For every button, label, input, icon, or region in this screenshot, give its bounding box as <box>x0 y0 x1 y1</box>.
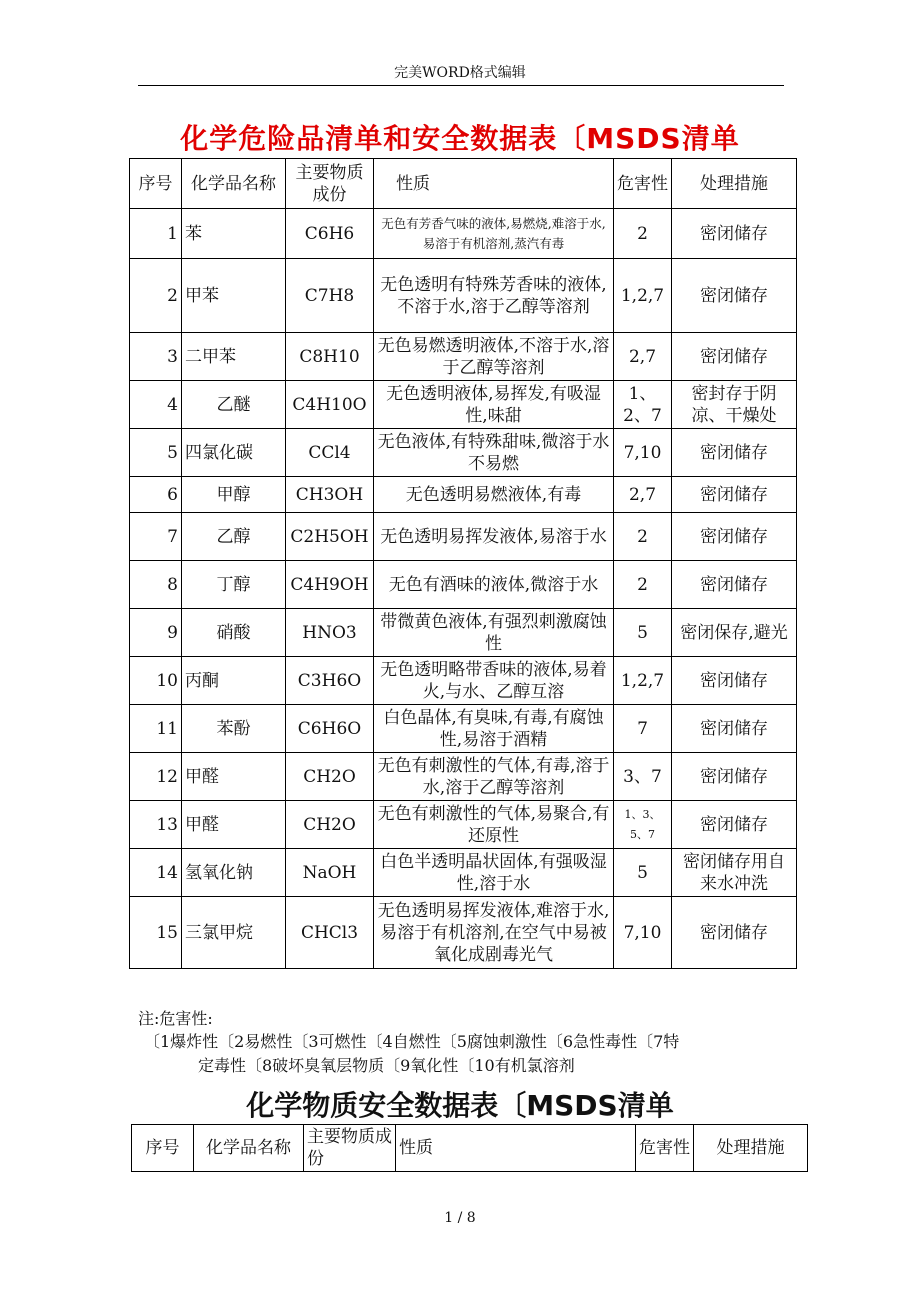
header-property: 性质 <box>374 159 614 209</box>
cell-seq: 6 <box>130 477 182 513</box>
table2-header-row <box>132 1125 808 1172</box>
cell-name: 甲醛 <box>182 753 286 801</box>
cell-component: CH2O <box>286 753 374 801</box>
cell-treatment: 密闭储存 <box>672 209 797 259</box>
cell-name: 乙醇 <box>182 513 286 561</box>
cell-name: 二甲苯 <box>182 333 286 381</box>
cell-component: CH3OH <box>286 477 374 513</box>
cell-treatment: 密闭储存 <box>672 705 797 753</box>
cell-name: 甲苯 <box>182 259 286 333</box>
table-row <box>130 429 797 477</box>
note-label: 注:危害性: <box>138 1009 213 1028</box>
table-row <box>130 259 797 333</box>
cell-seq: 2 <box>130 259 182 333</box>
header-treatment: 处理措施 <box>672 159 797 209</box>
table-row <box>130 333 797 381</box>
cell-hazard: 2,7 <box>614 333 672 381</box>
cell-hazard: 2 <box>614 209 672 259</box>
cell-property: 无色有刺激性的气体,有毒,溶于水,溶于乙醇等溶剂 <box>374 753 614 801</box>
cell-component: C7H8 <box>286 259 374 333</box>
note-line-2: 定毒性〔8破坏臭氧层物质〔9氧化性〔10有机氯溶剂 <box>198 1056 575 1075</box>
cell-seq: 8 <box>130 561 182 609</box>
table-row <box>130 801 797 849</box>
cell-component: HNO3 <box>286 609 374 657</box>
header-component: 主要物质成份 <box>304 1125 396 1172</box>
cell-component: C4H9OH <box>286 561 374 609</box>
cell-property: 无色有芳香气味的液体,易燃烧,难溶于水,易溶于有机溶剂,蒸汽有毒 <box>374 209 614 259</box>
cell-component: CCl4 <box>286 429 374 477</box>
header-rule <box>138 85 784 86</box>
cell-treatment: 密闭储存 <box>672 897 797 969</box>
cell-name: 三氯甲烷 <box>182 897 286 969</box>
cell-hazard: 7,10 <box>614 897 672 969</box>
cell-treatment: 密闭储存 <box>672 477 797 513</box>
page-header: 完美WORD格式编辑 <box>394 65 526 81</box>
cell-property: 无色透明有特殊芳香味的液体,不溶于水,溶于乙醇等溶剂 <box>374 259 614 333</box>
cell-treatment: 密闭储存 <box>672 333 797 381</box>
cell-treatment: 密闭保存,避光 <box>672 609 797 657</box>
cell-property: 白色晶体,有臭味,有毒,有腐蚀性,易溶于酒精 <box>374 705 614 753</box>
header-property: 性质 <box>396 1125 636 1172</box>
msds-table-2 <box>131 1124 808 1172</box>
cell-hazard: 7 <box>614 705 672 753</box>
header-hazard: 危害性 <box>614 159 672 209</box>
cell-treatment: 密封存于阴凉、干燥处 <box>672 381 797 429</box>
cell-name: 氢氧化钠 <box>182 849 286 897</box>
cell-name: 甲醇 <box>182 477 286 513</box>
note-text <box>144 1030 784 1078</box>
cell-treatment: 密闭储存 <box>672 801 797 849</box>
table-row <box>130 849 797 897</box>
cell-property: 无色透明略带香味的液体,易着火,与水、乙醇互溶 <box>374 657 614 705</box>
cell-seq: 12 <box>130 753 182 801</box>
cell-seq: 5 <box>130 429 182 477</box>
cell-seq: 13 <box>130 801 182 849</box>
cell-hazard: 1、2、7 <box>614 381 672 429</box>
msds-table <box>129 158 797 969</box>
cell-component: NaOH <box>286 849 374 897</box>
cell-name: 苯酚 <box>182 705 286 753</box>
cell-treatment: 密闭储存 <box>672 753 797 801</box>
cell-seq: 3 <box>130 333 182 381</box>
cell-hazard: 1、3、5、7 <box>614 801 672 849</box>
cell-treatment: 密闭储存 <box>672 259 797 333</box>
cell-name: 丙酮 <box>182 657 286 705</box>
cell-component: C6H6O <box>286 705 374 753</box>
cell-name: 甲醛 <box>182 801 286 849</box>
table-row <box>130 209 797 259</box>
cell-hazard: 1,2,7 <box>614 657 672 705</box>
cell-seq: 15 <box>130 897 182 969</box>
cell-hazard: 2,7 <box>614 477 672 513</box>
table-header-row <box>130 159 797 209</box>
header-seq: 序号 <box>130 159 182 209</box>
table-row <box>130 705 797 753</box>
table-row <box>130 477 797 513</box>
cell-property: 无色有酒味的液体,微溶于水 <box>374 561 614 609</box>
cell-treatment: 密闭储存 <box>672 561 797 609</box>
table-row <box>130 381 797 429</box>
cell-seq: 10 <box>130 657 182 705</box>
table-row <box>130 753 797 801</box>
cell-name: 丁醇 <box>182 561 286 609</box>
cell-hazard: 2 <box>614 513 672 561</box>
cell-property: 无色透明易燃液体,有毒 <box>374 477 614 513</box>
cell-property: 白色半透明晶状固体,有强吸湿性,溶于水 <box>374 849 614 897</box>
table-row <box>130 561 797 609</box>
cell-seq: 11 <box>130 705 182 753</box>
cell-hazard: 1,2,7 <box>614 259 672 333</box>
cell-seq: 1 <box>130 209 182 259</box>
cell-hazard: 7,10 <box>614 429 672 477</box>
table-row <box>130 609 797 657</box>
cell-hazard: 2 <box>614 561 672 609</box>
cell-name: 乙醚 <box>182 381 286 429</box>
cell-property: 无色液体,有特殊甜味,微溶于水不易燃 <box>374 429 614 477</box>
cell-property: 带微黄色液体,有强烈刺激腐蚀性 <box>374 609 614 657</box>
header-component: 主要物质成份 <box>286 159 374 209</box>
page-number: 1 / 8 <box>444 1210 476 1226</box>
cell-property: 无色透明易挥发液体,难溶于水,易溶于有机溶剂,在空气中易被氧化成剧毒光气 <box>374 897 614 969</box>
cell-treatment: 密闭储存 <box>672 657 797 705</box>
cell-component: C3H6O <box>286 657 374 705</box>
second-title: 化学物质安全数据表〔MSDS清单 <box>246 1089 674 1122</box>
cell-hazard: 5 <box>614 849 672 897</box>
header-name: 化学品名称 <box>194 1125 304 1172</box>
header-hazard: 危害性 <box>636 1125 694 1172</box>
cell-seq: 7 <box>130 513 182 561</box>
cell-name: 硝酸 <box>182 609 286 657</box>
cell-component: C2H5OH <box>286 513 374 561</box>
cell-property: 无色易燃透明液体,不溶于水,溶于乙醇等溶剂 <box>374 333 614 381</box>
cell-hazard: 5 <box>614 609 672 657</box>
cell-component: C8H10 <box>286 333 374 381</box>
cell-hazard: 3、7 <box>614 753 672 801</box>
cell-treatment: 密闭储存 <box>672 513 797 561</box>
cell-component: C4H10O <box>286 381 374 429</box>
cell-property: 无色透明液体,易挥发,有吸湿性,味甜 <box>374 381 614 429</box>
cell-component: CHCl3 <box>286 897 374 969</box>
table-row <box>130 513 797 561</box>
table-row <box>130 657 797 705</box>
cell-treatment: 密闭储存用自来水冲洗 <box>672 849 797 897</box>
cell-treatment: 密闭储存 <box>672 429 797 477</box>
note-line-1: 〔1爆炸性〔2易燃性〔3可燃性〔4自燃性〔5腐蚀刺激性〔6急性毒性〔7特 <box>144 1032 680 1051</box>
cell-component: C6H6 <box>286 209 374 259</box>
cell-seq: 4 <box>130 381 182 429</box>
header-name: 化学品名称 <box>182 159 286 209</box>
cell-seq: 9 <box>130 609 182 657</box>
cell-property: 无色有刺激性的气体,易聚合,有还原性 <box>374 801 614 849</box>
table-row <box>130 897 797 969</box>
cell-name: 四氯化碳 <box>182 429 286 477</box>
cell-component: CH2O <box>286 801 374 849</box>
cell-name: 苯 <box>182 209 286 259</box>
cell-seq: 14 <box>130 849 182 897</box>
cell-property: 无色透明易挥发液体,易溶于水 <box>374 513 614 561</box>
document-title: 化学危险品清单和安全数据表〔MSDS清单 <box>180 122 740 155</box>
header-treatment: 处理措施 <box>694 1125 808 1172</box>
header-seq: 序号 <box>132 1125 194 1172</box>
